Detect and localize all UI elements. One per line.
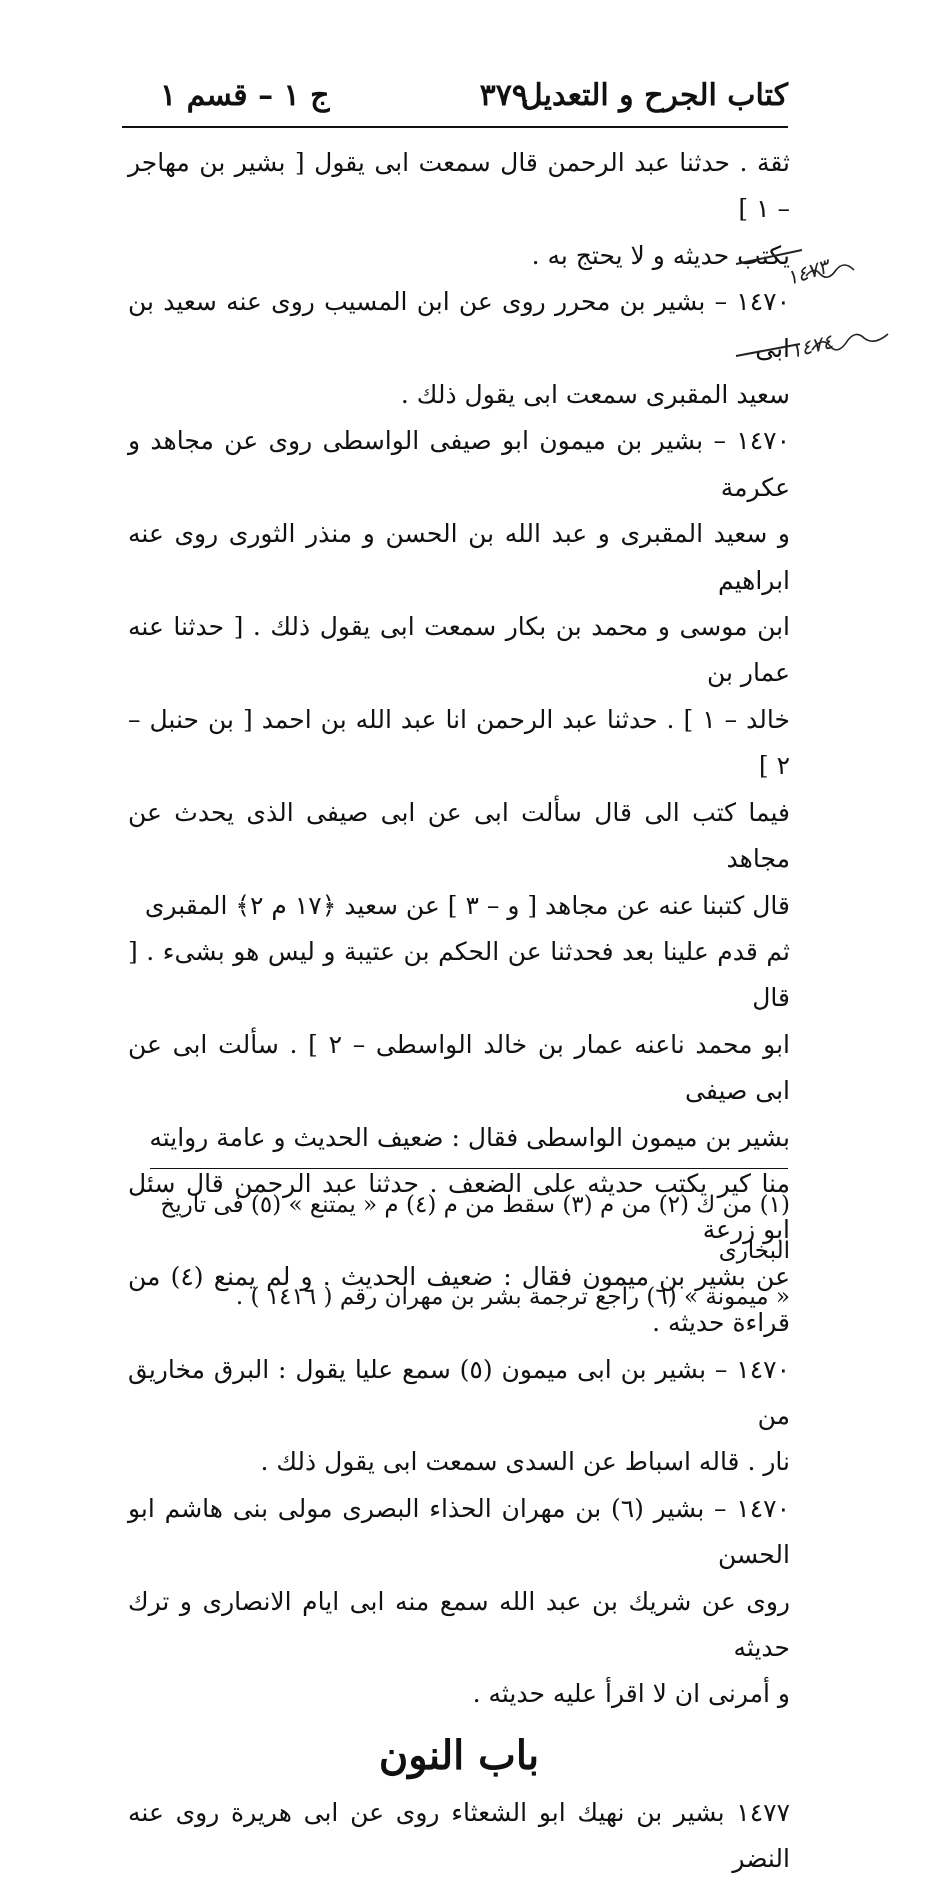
text-line: يكتب حديثه و لا يحتج به . bbox=[531, 240, 790, 270]
text-line: ثقة . حدثنا عبد الرحمن قال سمعت ابى يقول [ بشير بن مهاجر – ١ ] bbox=[128, 148, 790, 224]
main-text bbox=[128, 140, 790, 1883]
handwritten-margin-note: ١٤٧٣ bbox=[783, 253, 832, 291]
text-line: نار . قاله اسباط عن السدى سمعت ابى يقول ذلك . bbox=[260, 1447, 790, 1477]
text-line: ابو محمد ناعنه عمار بن خالد الواسطى – ٢ ] . سألت ابى عن ابى صيفى bbox=[128, 1029, 791, 1106]
text-line: سعيد المقبرى سمعت ابى يقول ذلك . bbox=[400, 380, 790, 410]
text-line: ١٤٧٠ – بشير بن ميمون ابو صيفى الواسطى روى عن مجاهد و عكرمة bbox=[128, 426, 790, 502]
text-line: ١٤٧٧ بشير بن نهيك ابو الشعثاء روى عن ابى هريرة روى عنه النضر bbox=[128, 1797, 790, 1874]
running-header bbox=[120, 78, 788, 122]
book-title: كتاب الجرح و التعديل bbox=[520, 78, 788, 113]
text-line: ١٤٧٠ – بشير بن ابى ميمون (٥) سمع عليا يقول : البرق مخاريق من bbox=[128, 1354, 790, 1430]
text-line: منا كير يكتب حديثه على الضعف . حدثنا عبد الرحمن قال سئل ابو زرعة bbox=[128, 1168, 790, 1245]
page-number: ٣٧٩ bbox=[479, 78, 528, 113]
text-line: و سعيد المقبرى و عبد الله بن الحسن و منذر الثورى روى عنه ابراهيم bbox=[128, 519, 790, 595]
text-line: خالد – ١ ] . حدثنا عبد الرحمن انا عبد الله بن احمد [ بن حنبل – ٢ ] bbox=[128, 704, 790, 781]
text-line: ١٤٧٠ – بشير بن محرر روى عن ابن المسيب روى عنه سعيد بن ابى bbox=[128, 287, 790, 363]
footnote-line: « ميمونة » (٦) راجع ترجمة بشر بن مهران رقم ( ١٤١٦ ) . bbox=[235, 1284, 790, 1310]
text-line: بشير بن ميمون الواسطى فقال : ضعيف الحديث و عامة روايته bbox=[149, 1122, 790, 1152]
text-line: روى عن شريك بن عبد الله سمع منه ابى ايام الانصارى و ترك حديثه bbox=[128, 1586, 790, 1662]
text-line: ١٤٧٠ – بشير (٦) بن مهران الحذاء البصرى مولى بنى هاشم ابو الحسن bbox=[128, 1493, 790, 1570]
footnote-line: (١) من ك (٢) من م (٣) سقط من م (٤) م « يمتنع » (٥) فى تاريخ البخارى bbox=[160, 1192, 790, 1264]
text-line: ثم قدم علينا بعد فحدثنا عن الحكم بن عتيبة و ليس هو بشىء . [ قال bbox=[128, 936, 790, 1013]
footnotes bbox=[128, 1182, 790, 1320]
header-rule bbox=[122, 126, 788, 128]
section-heading: باب النون bbox=[378, 1731, 540, 1779]
text-line: قال كتبنا عنه عن مجاهد [ و – ٣ ] عن سعيد ﴿١٧ م ٢﴾ المقبرى bbox=[144, 890, 790, 920]
footnote-rule bbox=[150, 1168, 788, 1169]
handwritten-margin-note: ١٤٧٤ bbox=[787, 329, 836, 363]
text-line: ابن موسى و محمد بن بكار سمعت ابى يقول ذلك . [ حدثنا عنه عمار بن bbox=[128, 612, 790, 688]
volume-label: ج ١ – قسم ١ bbox=[160, 78, 330, 113]
text-line: فيما كتب الى قال سألت ابى عن ابى صيفى الذى يحدث عن مجاهد bbox=[128, 797, 790, 874]
text-line: عن بشير بن ميمون فقال : ضعيف الحديث . و لم يمنع (٤) من قراءة حديثه . bbox=[128, 1261, 790, 1338]
text-line: و أمرنى ان لا اقرأ عليه حديثه . bbox=[472, 1679, 790, 1709]
